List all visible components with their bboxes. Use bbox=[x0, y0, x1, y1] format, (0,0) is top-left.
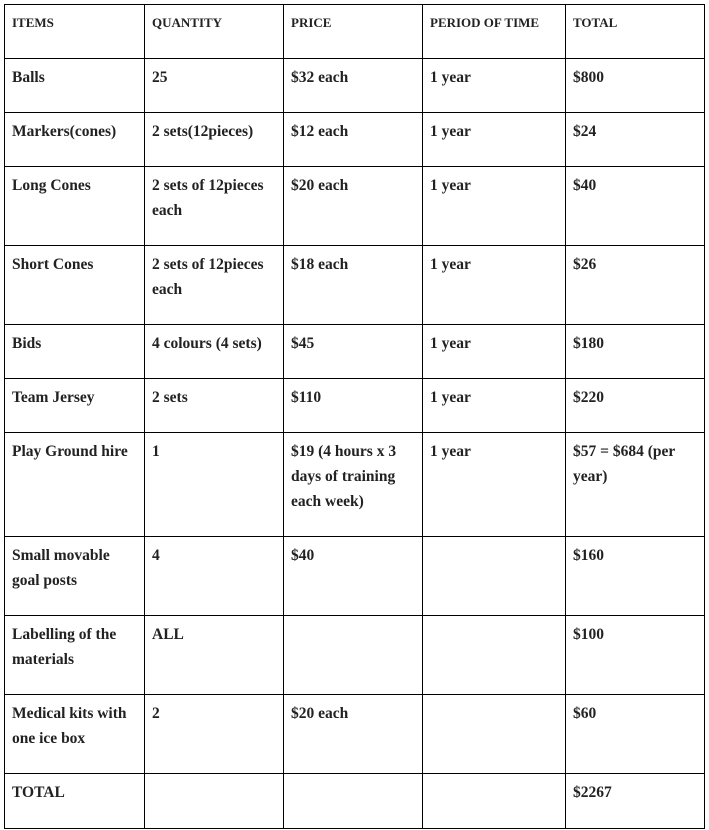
period-cell: 1 year bbox=[423, 433, 566, 537]
table-row-goal-posts bbox=[5, 537, 705, 616]
table-row-balls bbox=[5, 59, 705, 113]
price-cell: $40 bbox=[284, 537, 423, 616]
price-cell: $18 each bbox=[284, 246, 423, 325]
quantity-cell: 2 sets of 12pieces each bbox=[145, 246, 284, 325]
period-cell: 1 year bbox=[423, 59, 566, 113]
quantity-cell: 2 sets(12pieces) bbox=[145, 113, 284, 167]
total-cell: $160 bbox=[566, 537, 705, 616]
period-cell: 1 year bbox=[423, 379, 566, 433]
item-cell: Long Cones bbox=[5, 167, 145, 246]
total-cell: $24 bbox=[566, 113, 705, 167]
period-cell bbox=[423, 774, 566, 829]
period-cell: 1 year bbox=[423, 246, 566, 325]
header-row bbox=[5, 5, 705, 59]
header-items: ITEMS bbox=[5, 5, 145, 59]
table-row-total bbox=[5, 774, 705, 829]
item-cell: Labelling of the materials bbox=[5, 616, 145, 695]
total-cell: $180 bbox=[566, 325, 705, 379]
total-cell: $800 bbox=[566, 59, 705, 113]
budget-table bbox=[4, 4, 705, 829]
price-cell: $20 each bbox=[284, 167, 423, 246]
period-cell bbox=[423, 537, 566, 616]
price-cell: $20 each bbox=[284, 695, 423, 774]
total-cell: $57 = $684 (per year) bbox=[566, 433, 705, 537]
table-row-team-jersey bbox=[5, 379, 705, 433]
quantity-cell: 2 sets bbox=[145, 379, 284, 433]
quantity-cell bbox=[145, 774, 284, 829]
table-row-markers bbox=[5, 113, 705, 167]
total-cell: $100 bbox=[566, 616, 705, 695]
price-cell: $110 bbox=[284, 379, 423, 433]
price-cell: $12 each bbox=[284, 113, 423, 167]
table-row-short-cones bbox=[5, 246, 705, 325]
period-cell bbox=[423, 695, 566, 774]
period-cell bbox=[423, 616, 566, 695]
item-cell: Short Cones bbox=[5, 246, 145, 325]
total-cell: $60 bbox=[566, 695, 705, 774]
total-cell: $40 bbox=[566, 167, 705, 246]
price-cell: $19 (4 hours x 3 days of training each week) bbox=[284, 433, 423, 537]
header-price: PRICE bbox=[284, 5, 423, 59]
header-quantity: QUANTITY bbox=[145, 5, 284, 59]
quantity-cell: 25 bbox=[145, 59, 284, 113]
period-cell: 1 year bbox=[423, 325, 566, 379]
quantity-cell: 2 bbox=[145, 695, 284, 774]
quantity-cell: 2 sets of 12pieces each bbox=[145, 167, 284, 246]
item-cell: Bids bbox=[5, 325, 145, 379]
header-total: TOTAL bbox=[566, 5, 705, 59]
table-row-bids bbox=[5, 325, 705, 379]
total-cell: $220 bbox=[566, 379, 705, 433]
price-cell: $45 bbox=[284, 325, 423, 379]
table-row-long-cones bbox=[5, 167, 705, 246]
item-cell: Small movable goal posts bbox=[5, 537, 145, 616]
price-cell: $32 each bbox=[284, 59, 423, 113]
period-cell: 1 year bbox=[423, 113, 566, 167]
price-cell bbox=[284, 774, 423, 829]
item-cell: Balls bbox=[5, 59, 145, 113]
item-cell: Team Jersey bbox=[5, 379, 145, 433]
quantity-cell: 4 bbox=[145, 537, 284, 616]
table-row-medical-kits bbox=[5, 695, 705, 774]
item-cell: Markers(cones) bbox=[5, 113, 145, 167]
total-cell: $26 bbox=[566, 246, 705, 325]
quantity-cell: 1 bbox=[145, 433, 284, 537]
item-cell: Medical kits with one ice box bbox=[5, 695, 145, 774]
quantity-cell: 4 colours (4 sets) bbox=[145, 325, 284, 379]
total-label-cell: TOTAL bbox=[5, 774, 145, 829]
price-cell bbox=[284, 616, 423, 695]
quantity-cell: ALL bbox=[145, 616, 284, 695]
period-cell: 1 year bbox=[423, 167, 566, 246]
table-row-labelling bbox=[5, 616, 705, 695]
header-period-of-time: PERIOD OF TIME bbox=[423, 5, 566, 59]
table-row-play-ground-hire bbox=[5, 433, 705, 537]
grand-total-cell: $2267 bbox=[566, 774, 705, 829]
item-cell: Play Ground hire bbox=[5, 433, 145, 537]
